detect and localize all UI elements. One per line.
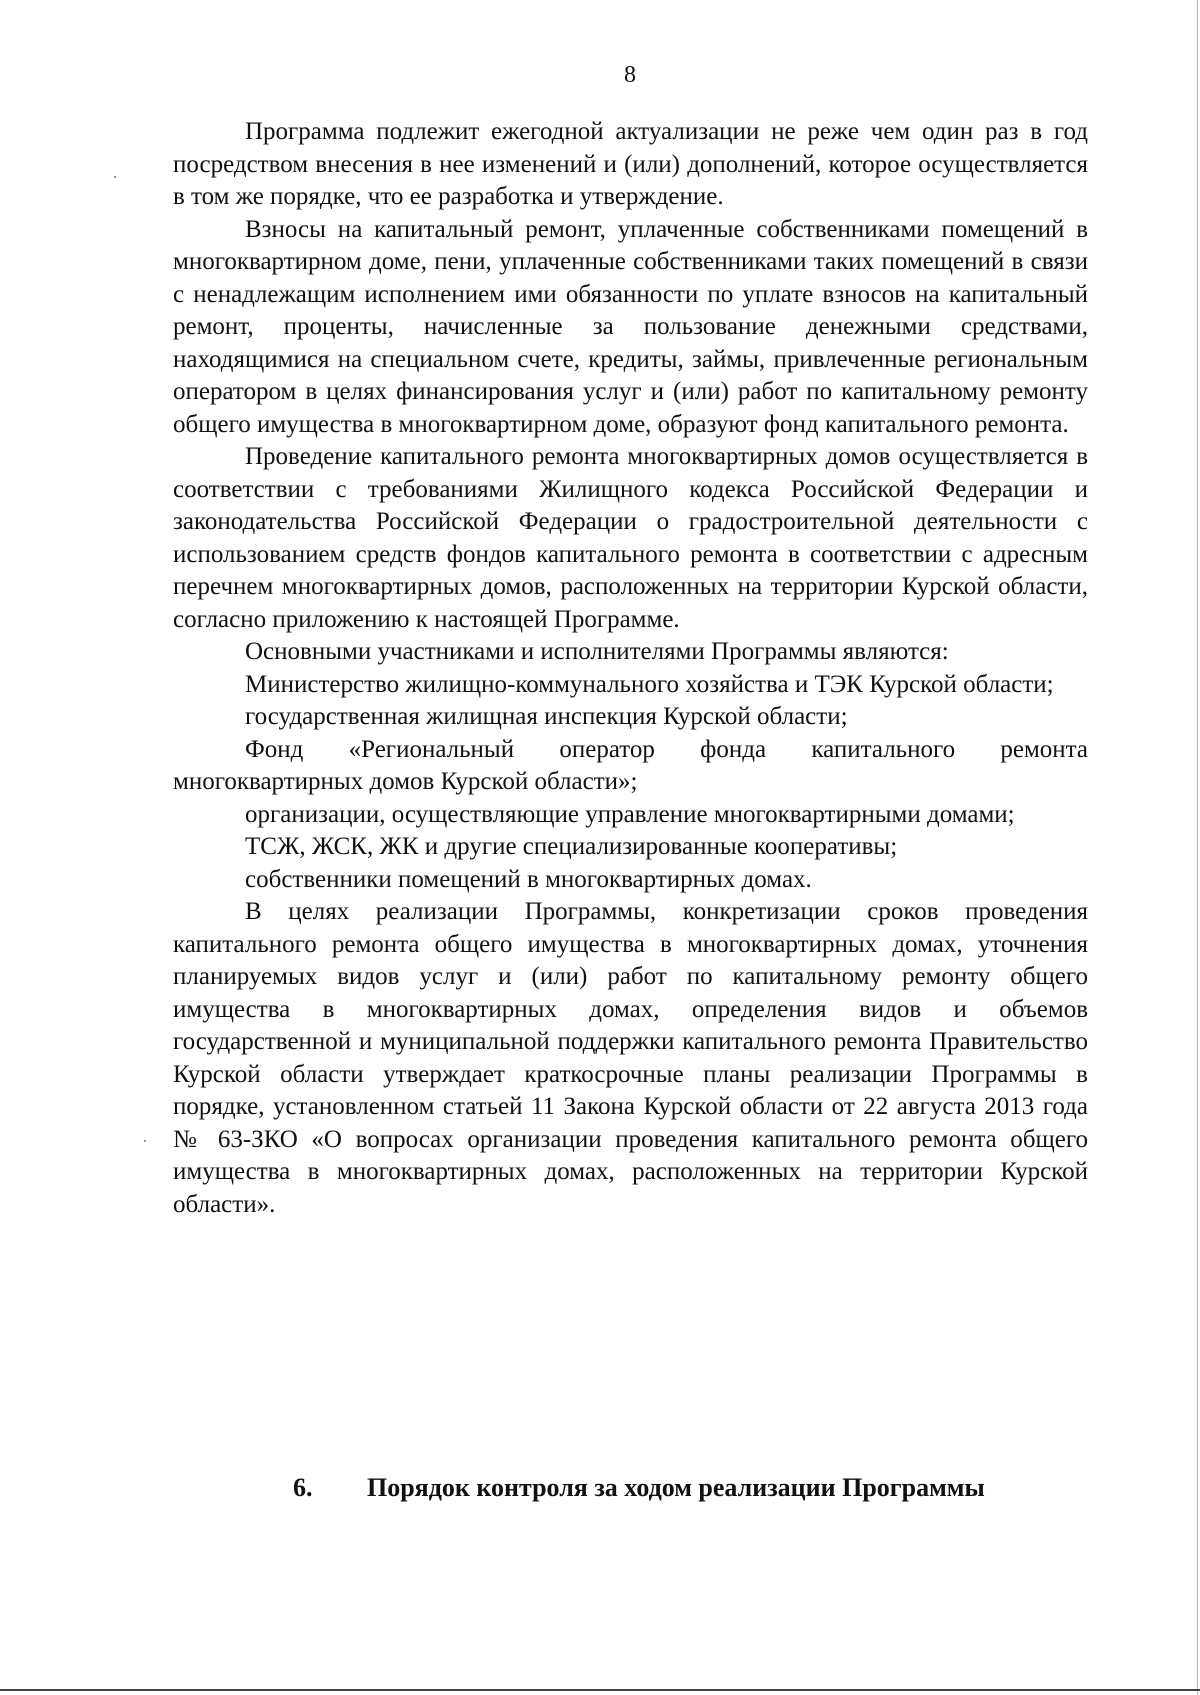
scan-edge-right [1197,0,1198,1695]
paragraph-short-term-plans: В целях реализации Программы, конкретизации сроков проведения капитального ремонта общего имущества в многоквартирных домах, уточнения планируемых видов услуг и (или) работ по капитальному ремонту общего имущества в многоквартирных домах, определения видов и объемов государственной и муниципальной поддержки капитального ремонта Правительство Курской области утверждает краткосрочные планы реализации Программы в порядке, установленном статьей 11 Закона Курской области от 22 августа 2013 года № 63-ЗКО «О вопросах организации проведения капитального ремонта общего имущества в многоквартирных домах, расположенных на территории Курской области». [173,898,1088,1218]
paragraph-repair-fund: Взносы на капитальный ремонт, уплаченные собственниками помещений в многоквартирном доме, пени, уплаченные собственниками таких помещений в связи с ненадлежащим исполнением ими обязанности по уплате взносов на капитальный ремонт, проценты, начисленные за пользование денежными средствами, находящимися на специальном счете, кредиты, займы, привлеченные региональным оператором в целях финансирования услуг и (или) работ по капитальному ремонту общего имущества в многоквартирном доме, образуют фонд капитального ремонта. [173,215,1088,438]
scan-speck [144,1140,146,1142]
paragraph-participants-intro: Основными участниками и исполнителями Программы являются: [245,638,949,665]
scan-speck [114,176,116,178]
scan-edge-bottom [0,1689,1200,1691]
section-number: 6. [293,1473,313,1502]
paragraph-repair-execution: Проведение капитального ремонта многоквартирных домов осуществляется в соответствии с требованиями Жилищного кодекса Российской Федерации и законодательства Российской Федерации о градостроительной деятельности с использованием средств фондов капитального ремонта в соответствии с адресным перечнем многоквартирных домов, расположенных на территории Курской области, согласно приложению к настоящей Программе. [173,443,1088,633]
participant-owners: собственники помещений в многоквартирных домах. [245,865,812,893]
participant-housing-inspection: государственная жилищная инспекция Курской области; [245,703,848,730]
participant-cooperatives: ТСЖ, ЖСК, ЖК и другие специализированные кооперативы; [245,833,898,860]
page-number: 8 [624,62,636,88]
participant-ministry: Министерство жилищно-коммунального хозяйства и ТЭК Курской области; [245,670,1054,698]
body-text [173,116,1088,1221]
section-title: Порядок контроля за ходом реализации Программы [367,1473,985,1502]
participant-management-organizations: организации, осуществляющие управление многоквартирными домами; [245,800,1015,828]
participant-regional-operator: Фонд «Региональный оператор фонда капитального ремонта многоквартирных домов Курской области»; [173,735,1088,795]
paragraph-annual-update: Программа подлежит ежегодной актуализации не реже чем один раз в год посредством внесения в нее изменений и (или) дополнений, которое осуществляется в том же порядке, что ее разработка и утверждение. [173,118,1088,210]
section-heading [293,1472,985,1504]
